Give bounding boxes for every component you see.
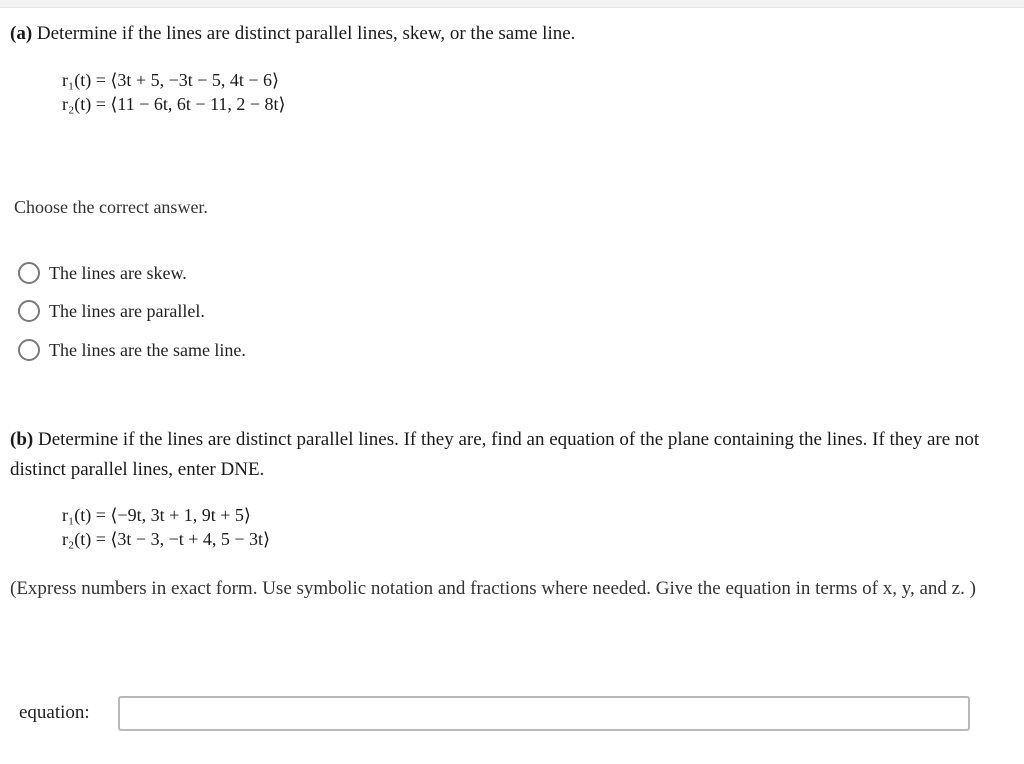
equation-input[interactable]: [118, 696, 970, 731]
option-parallel[interactable]: [18, 298, 205, 324]
radio-circle-icon[interactable]: [18, 262, 40, 284]
part-a-question: [10, 22, 575, 46]
part-b-label: (b): [10, 429, 34, 450]
option-skew-label: The lines are skew.: [49, 262, 187, 283]
part-a-prompt: Determine if the lines are distinct parallel lines, skew, or the same line.: [36, 23, 576, 44]
option-parallel-label: The lines are parallel.: [49, 300, 205, 321]
option-same-line[interactable]: [18, 337, 246, 363]
instructions-text: (Express numbers in exact form. Use symbolic notation and fractions where needed. Give the equation in terms of x, y, and z. ): [10, 578, 976, 599]
part-a-equations: [62, 68, 286, 116]
part-b-equation-r2: r₂(t) = ⟨3t − 3, −t + 4, 5 − 3t⟩: [62, 529, 271, 549]
part-b-equations: [62, 503, 270, 551]
option-same-line-label: The lines are the same line.: [49, 339, 246, 360]
part-b-prompt: Determine if the lines are distinct parallel lines. If they are, find an equation of the plane containing the lines. If they are not distinct parallel lines, enter DNE.: [10, 429, 980, 480]
equation-label: equation:: [19, 702, 90, 723]
radio-circle-icon[interactable]: [18, 339, 40, 361]
option-skew[interactable]: [18, 260, 187, 286]
part-a-equation-r2: r₂(t) = ⟨11 − 6t, 6t − 11, 2 − 8t⟩: [62, 94, 286, 114]
part-a-equation-r1: r₁(t) = ⟨3t + 5, −3t − 5, 4t − 6⟩: [62, 70, 280, 90]
part-b-equation-r1: r₁(t) = ⟨−9t, 3t + 1, 9t + 5⟩: [62, 505, 251, 525]
choose-answer-text: Choose the correct answer.: [14, 197, 208, 217]
part-b-question: [10, 425, 1014, 485]
radio-circle-icon[interactable]: [18, 300, 40, 322]
part-a-label: (a): [10, 23, 33, 44]
top-border-bar: [0, 0, 1024, 8]
